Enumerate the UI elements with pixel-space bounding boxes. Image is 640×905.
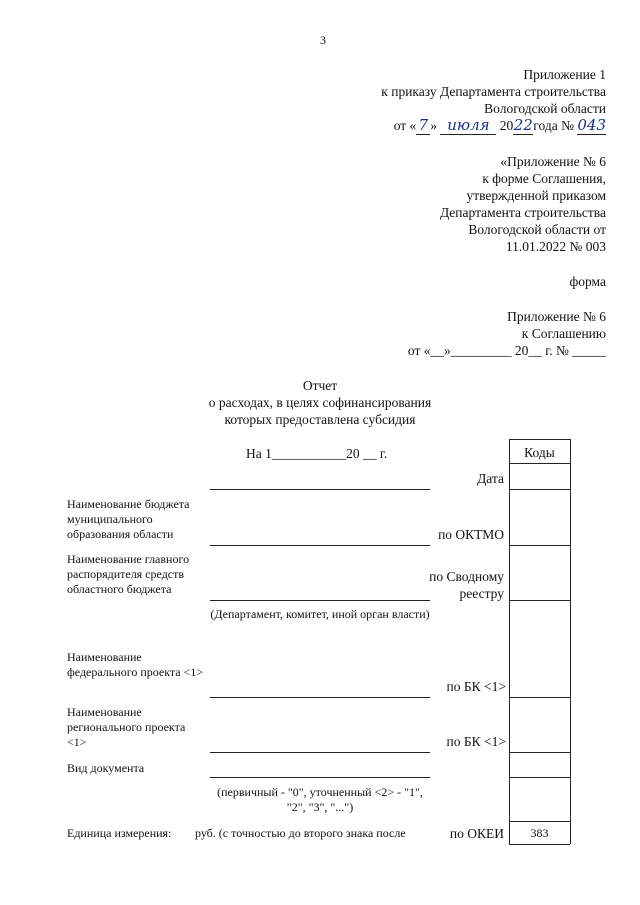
- handwritten-day: 7: [416, 117, 430, 135]
- annex1-line1: Приложение 1: [523, 67, 606, 82]
- okei-label: по ОКЕИ: [449, 826, 504, 841]
- date-prefix: от «: [393, 118, 417, 133]
- form-label: форма: [569, 274, 606, 289]
- dept-note: (Департамент, комитет, иной орган власти): [210, 607, 430, 621]
- unit-value: руб. (с точностью до второго знака после: [195, 826, 406, 840]
- annex6-line3: утвержденной приказом: [466, 188, 606, 203]
- annex6-line2: к форме Соглашения,: [482, 171, 606, 186]
- page-number: 3: [320, 33, 326, 47]
- gr-name-label: Наименование главного распорядителя средств областного бюджета: [67, 552, 190, 596]
- agreement-line1: Приложение № 6: [507, 309, 606, 324]
- report-date: На 1___________20 __ г.: [246, 446, 388, 461]
- okei-code: 383: [530, 826, 549, 840]
- agreement-line3: от «__»_________ 20__ г. № _____: [407, 343, 606, 358]
- handwritten-year: 22: [513, 116, 533, 134]
- annex6-line6: 11.01.2022 № 003: [505, 239, 606, 254]
- reg-project-label: Наименование регионального проекта <1>: [67, 705, 186, 749]
- codes-header: Коды: [524, 445, 555, 460]
- unit-label: Единица измерения:: [67, 826, 172, 840]
- bk2-label: по БК <1>: [446, 734, 506, 749]
- annex1-line2: к приказу Департамента строительства: [381, 84, 606, 99]
- agreement-line2: к Соглашению: [521, 326, 606, 341]
- handwritten-month: июля: [440, 117, 496, 135]
- annex1-line3: Вологодской области: [484, 101, 606, 116]
- number-label: года №: [533, 118, 574, 133]
- report-subtitle-1: о расходах, в целях софинансирования: [208, 395, 432, 410]
- bk1-label: по БК <1>: [446, 679, 506, 694]
- date-mid: »: [430, 118, 438, 133]
- svod-label: по Сводному реестру: [429, 569, 504, 601]
- report-title: Отчет: [302, 378, 338, 393]
- date-label: Дата: [477, 471, 504, 486]
- doc-type-label: Вид документа: [67, 761, 145, 775]
- budget-name-label: Наименование бюджета муниципального образования области: [67, 497, 190, 541]
- annex1-date-line: [300, 117, 606, 135]
- fed-project-label: Наименование федерального проекта <1>: [67, 650, 204, 679]
- annex6-line5: Вологодской области от: [468, 222, 606, 237]
- annex6-line4: Департамента строительства: [439, 205, 606, 220]
- annex6-line1: «Приложение № 6: [500, 154, 606, 169]
- report-subtitle-2: которых предоставлена субсидия: [224, 412, 416, 427]
- doc-type-note: (первичный - "0", уточненный <2> - "1", "2", "3", "..."): [217, 785, 423, 814]
- handwritten-number: 043: [577, 116, 606, 134]
- oktmo-label: по ОКТМО: [438, 527, 504, 542]
- year-prefix: 20: [499, 118, 514, 133]
